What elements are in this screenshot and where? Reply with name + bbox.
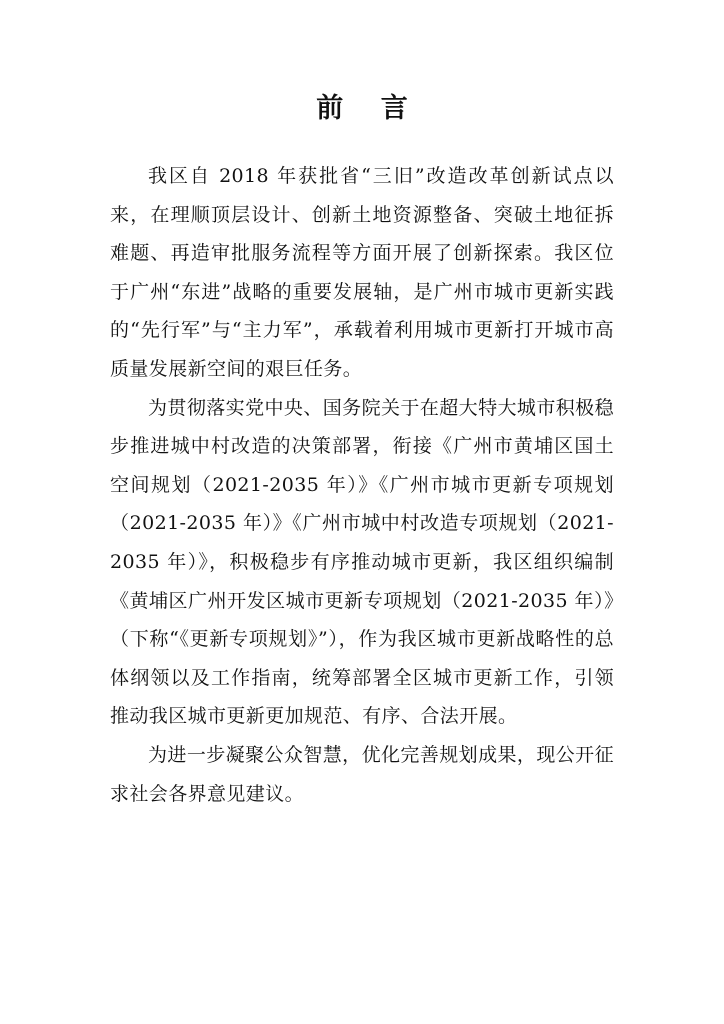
- paragraph-consultation: 为进一步凝聚公众智慧，优化完善规划成果，现公开征求社会各界意见建议。: [110, 743, 614, 805]
- paragraph-purpose: 为贯彻落实党中央、国务院关于在超大特大城市积极稳步推进城中村改造的决策部署，衔接《广州市黄埔区国土空间规划（2021-2035 年）》《广州市城市更新专项规划（2021-2035 年）》《广州市城中村改造专项规划（2021-2035 年）》，积极稳步有序推动城市更新，我区组织编制《黄埔区广州开发区城市更新专项规划（2021-2035 年）》（下称“《更新专项规划》”），作为我区城市更新战略性的总体纲领以及工作指南，统筹部署全区城市更新工作，引领推动我区城市更新更加规范、有序、合法开展。: [110, 396, 614, 728]
- paragraph-intro: 我区自 2018 年获批省“三旧”改造改革创新试点以来，在理顺顶层设计、创新土地资源整备、突破土地征拆难题、再造审批服务流程等方面开展了创新探索。我区位于广州“东进”战略的重要发展轴，是广州市城市更新实践的“先行军”与“主力军”，承载着利用城市更新打开城市高质量发展新空间的艰巨任务。: [110, 165, 614, 380]
- document-body: [110, 157, 614, 813]
- page-title: 前 言: [316, 93, 422, 124]
